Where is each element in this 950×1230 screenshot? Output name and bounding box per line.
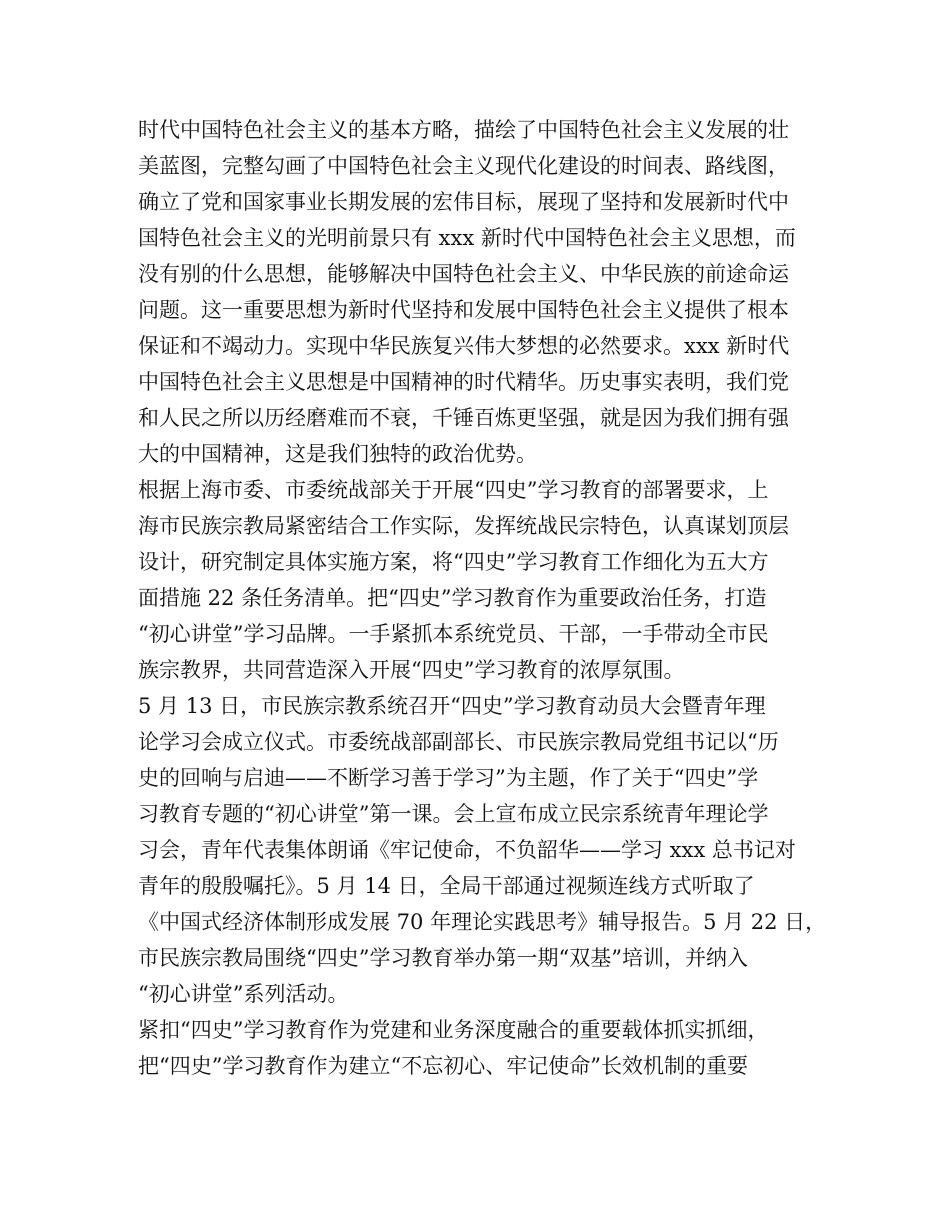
text-line: 史的回响与启迪——不断学习善于学习”为主题，作了关于“四史”学 <box>138 766 759 790</box>
text-line: 问题。这一重要思想为新时代坚持和发展中国特色社会主义提供了根本 <box>138 298 789 322</box>
text-line: 保证和不竭动力。实现中华民族复兴伟大梦想的必然要求。xxx 新时代 <box>138 334 790 358</box>
text-line: 面措施 22 条任务清单。把“四史”学习教育作为重要政治任务，打造 <box>138 586 767 610</box>
text-line: 论学习会成立仪式。市委统战部副部长、市民族宗教局党组书记以“历 <box>138 730 779 754</box>
text-line: “初心讲堂”系列活动。 <box>138 982 349 1006</box>
text-line: 国特色社会主义的光明前景只有 xxx 新时代中国特色社会主义思想，而 <box>138 226 796 250</box>
text-line: 5 月 13 日，市民族宗教系统召开“四史”学习教育动员大会暨青年理 <box>138 694 766 718</box>
text-line: 设计，研究制定具体实施方案，将“四史”学习教育工作细化为五大方 <box>138 550 769 574</box>
text-line: 市民族宗教局围绕“四史”学习教育举办第一期“双基”培训，并纳入 <box>138 946 748 970</box>
text-line: 中国特色社会主义思想是中国精神的时代精华。历史事实表明，我们党 <box>138 370 789 394</box>
text-line: 时代中国特色社会主义的基本方略，描绘了中国特色社会主义发展的壮 <box>138 118 789 142</box>
text-line: 把“四史”学习教育作为建立“不忘初心、牢记使命”长效机制的重要 <box>138 1054 748 1078</box>
text-line: 大的中国精神，这是我们独特的政治优势。 <box>138 442 537 466</box>
text-line: “初心讲堂”学习品牌。一手紧抓本系统党员、干部，一手带动全市民 <box>138 622 769 646</box>
text-line: 习教育专题的“初心讲堂”第一课。会上宣布成立民宗系统青年理论学 <box>138 802 769 826</box>
text-line: 和人民之所以历经磨难而不衰，千锤百炼更坚强，就是因为我们拥有强 <box>138 406 789 430</box>
text-line: 青年的殷殷嘱托》。5 月 14 日，全局干部通过视频连线方式听取了 <box>138 874 755 898</box>
text-line: 紧扣“四史”学习教育作为党建和业务深度融合的重要载体抓实抓细， <box>138 1018 769 1042</box>
text-line: 确立了党和国家事业长期发展的宏伟目标，展现了坚持和发展新时代中 <box>138 190 789 214</box>
text-line: 海市民族宗教局紧密结合工作实际，发挥统战民宗特色，认真谋划顶层 <box>138 514 789 538</box>
text-line: 没有别的什么思想，能够解决中国特色社会主义、中华民族的前途命运 <box>138 262 789 286</box>
text-line: 族宗教界，共同营造深入开展“四史”学习教育的浓厚氛围。 <box>138 658 685 682</box>
body-text <box>138 112 828 1084</box>
text-line: 习会，青年代表集体朗诵《牢记使命，不负韶华——学习 xxx 总书记对 <box>138 838 796 862</box>
text-line: 根据上海市委、市委统战部关于开展“四史”学习教育的部署要求，上 <box>138 478 769 502</box>
text-line: 美蓝图，完整勾画了中国特色社会主义现代化建设的时间表、路线图， <box>138 154 789 178</box>
text-line: 《中国式经济体制形成发展 70 年理论实践思考》辅导报告。5 月 22 日， <box>138 910 827 934</box>
